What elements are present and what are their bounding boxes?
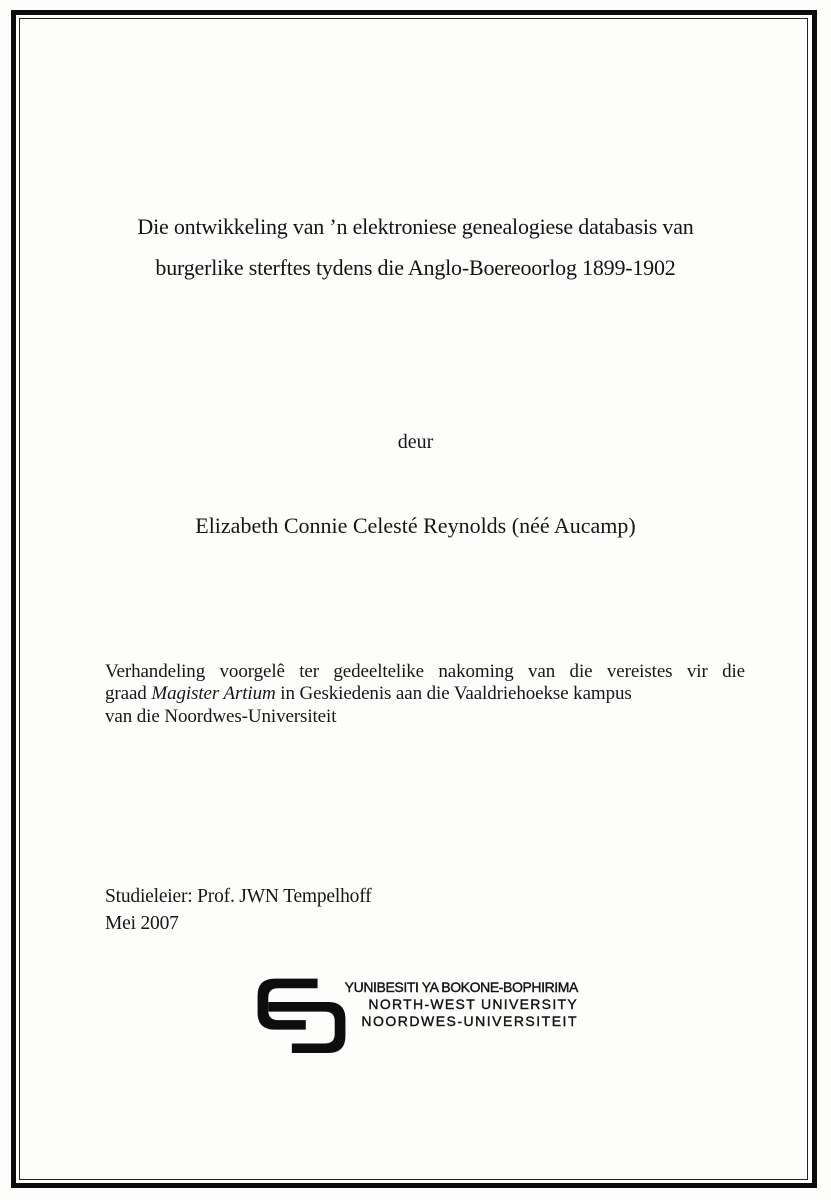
university-logo-text [316,979,578,1030]
date-line: Mei 2007 [105,912,179,934]
logo-text-english: NORTH-WEST UNIVERSITY [368,996,578,1012]
byline-label: deur [397,431,434,453]
author-name: Elizabeth Connie Celesté Reynolds (néé Aucamp) [195,513,636,538]
supervisor-line: Studieleier: Prof. JWN Tempelhoff [105,886,372,907]
supervisor-block [105,884,371,937]
thesis-title-line-1: Die ontwikkeling van ’n elektroniese genealogiese databasis van [137,214,694,239]
degree-statement-line-2-prefix: graad [105,683,152,705]
university-logo [249,968,589,1069]
logo-text-afrikaans: NOORDWES-UNIVERSITEIT [361,1013,578,1029]
degree-statement-line-1: Verhandeling voorgelê ter gedeeltelike nakoming van die vereistes vir die [105,661,745,682]
logo-text-setswana: YUNIBESITI YA BOKONE-BOPHIRIMA [344,979,578,995]
thesis-title [0,206,831,288]
degree-name-italic: Magister Artium [151,683,276,705]
degree-statement-line-2-suffix: in Geskiedenis aan die Vaaldriehoekse kampus [275,683,632,705]
degree-statement-line-3: van die Noordwes-Universiteit [105,705,337,727]
degree-statement-line-2 [105,683,745,705]
thesis-title-line-2: burgerlike sterftes tydens die Anglo-Boereoorlog 1899-1902 [155,255,676,280]
degree-statement [105,661,745,728]
